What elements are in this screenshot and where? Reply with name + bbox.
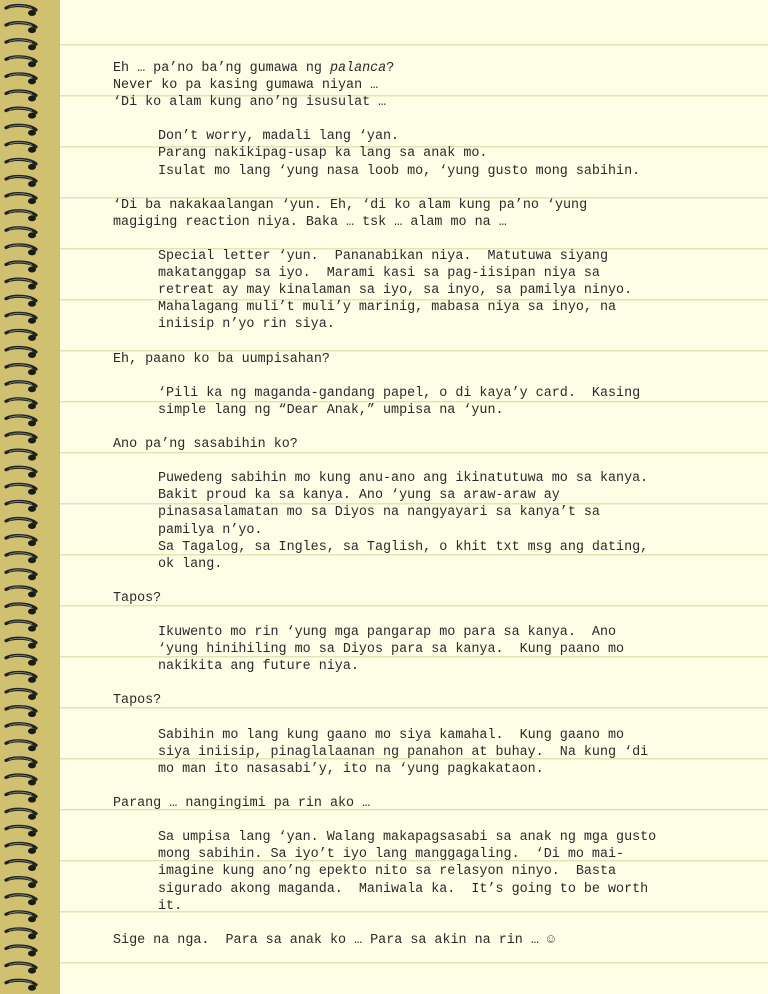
question-line: Sige na nga. Para sa anak ko … Para sa akin na rin … ☺ <box>113 932 555 948</box>
paragraph-gap <box>113 368 753 385</box>
reply-line: Sabihin mo lang kung gaano mo siya kamahal. Kung gaano mo <box>158 727 625 743</box>
paragraph-gap <box>113 419 753 436</box>
reply-line: it. <box>158 898 183 914</box>
reply-line: nakikita ang future niya. <box>158 659 359 675</box>
paragraph-gap <box>113 231 753 248</box>
reply-line: Puwedeng sabihin mo kung anu-ano ang ikinatutuwa mo sa kanya. <box>158 471 649 487</box>
reply-line: Ikuwento mo rin ‘yung mga pangarap mo para sa kanya. Ano <box>158 625 617 641</box>
reply-line: Bakit proud ka sa kanya. Ano ‘yung sa araw-araw ay <box>158 488 560 504</box>
reply-line: ‘Pili ka ng maganda-gandang papel, o di kaya’y card. Kasing <box>158 385 641 401</box>
reply-line: pinasasalamatan mo sa Diyos na nangyayari sa kanya’t sa <box>158 505 600 521</box>
reply-line: makatanggap sa iyo. Marami kasi sa pag-iisipan niya sa <box>158 266 600 282</box>
reply-line: Mahalagang muli’t muli’y marinig, mabasa niya sa inyo, na <box>158 300 617 316</box>
reply-line: retreat ay may kinalaman sa iyo, sa inyo, sa pamilya ninyo. <box>158 283 633 299</box>
paragraph-gap <box>113 573 753 590</box>
reply-line: mong sabihin. Sa iyo’t iyo lang manggagaling. ‘Di mo mai- <box>158 847 625 863</box>
reply-line: mo man ito nasasabi’y, ito na ‘yung pagkakataon. <box>158 761 544 777</box>
emphasis-text: palanca <box>329 61 387 76</box>
reply-line: imagine kung ano’ng epekto nito sa relasyon ninyo. Basta <box>158 864 617 880</box>
question-line: Parang … nangingimi pa rin ako … <box>113 796 371 812</box>
reply-line: siya iniisip, pinaglalaanan ng panahon at buhay. Na kung ‘di <box>158 744 649 760</box>
reply-line: Parang nakikipag-usap ka lang sa anak mo. <box>158 146 488 162</box>
paragraph-gap <box>113 180 753 197</box>
paragraph-gap <box>113 607 753 624</box>
paragraph-gap <box>113 812 753 829</box>
question-line: Never ko pa kasing gumawa niyan … <box>113 78 379 94</box>
reply-line: iniisip n’yo rin siya. <box>158 317 335 333</box>
reply-line: Sa Tagalog, sa Ingles, sa Taglish, o khit txt msg ang dating, <box>158 539 649 555</box>
reply-line: ok lang. <box>158 556 223 572</box>
paragraph-gap <box>113 915 753 932</box>
text-span: Eh … pa’no ba’ng gumawa ng <box>113 61 330 76</box>
question-line: magiging reaction niya. Baka … tsk … alam mo na … <box>113 214 507 230</box>
paragraph-gap <box>113 710 753 727</box>
paragraph-gap <box>113 334 753 351</box>
question-line: Tapos? <box>113 693 162 709</box>
reply-line: sigurado akong maganda. Maniwala ka. It’s going to be worth <box>158 881 649 897</box>
question-line: Eh, paano ko ba uumpisahan? <box>113 351 330 367</box>
reply-line: Don’t worry, madali lang ‘yan. <box>158 129 400 145</box>
question-line: ‘Di ko alam kung ano’ng isusulat … <box>113 95 387 111</box>
spiral-binding-icon <box>0 0 60 994</box>
question-line: ‘Di ba nakakaalangan ‘yun. Eh, ‘di ko alam kung pa’no ‘yung <box>113 197 588 213</box>
reply-line: simple lang ng “Dear Anak,” umpisa na ‘yun. <box>158 402 504 418</box>
reply-line: ‘yung hinihiling mo sa Diyos para sa kanya. Kung paano mo <box>158 642 625 658</box>
paragraph-gap <box>113 111 753 128</box>
question-line <box>113 60 753 77</box>
paragraph-gap <box>113 778 753 795</box>
question-line: Tapos? <box>113 590 162 606</box>
question-line: Ano pa’ng sasabihin ko? <box>113 437 298 453</box>
paragraph-gap <box>113 453 753 470</box>
reply-line: pamilya n’yo. <box>158 522 263 538</box>
text-span: ? <box>386 61 395 76</box>
reply-line: Special letter ‘yun. Pananabikan niya. Matutuwa siyang <box>158 249 608 265</box>
letter-text <box>113 60 753 949</box>
reply-line: Isulat mo lang ‘yung nasa loob mo, ‘yung gusto mong sabihin. <box>158 163 641 179</box>
paragraph-gap <box>113 675 753 692</box>
reply-line: Sa umpisa lang ‘yan. Walang makapagsasabi sa anak ng mga gusto <box>158 830 657 846</box>
